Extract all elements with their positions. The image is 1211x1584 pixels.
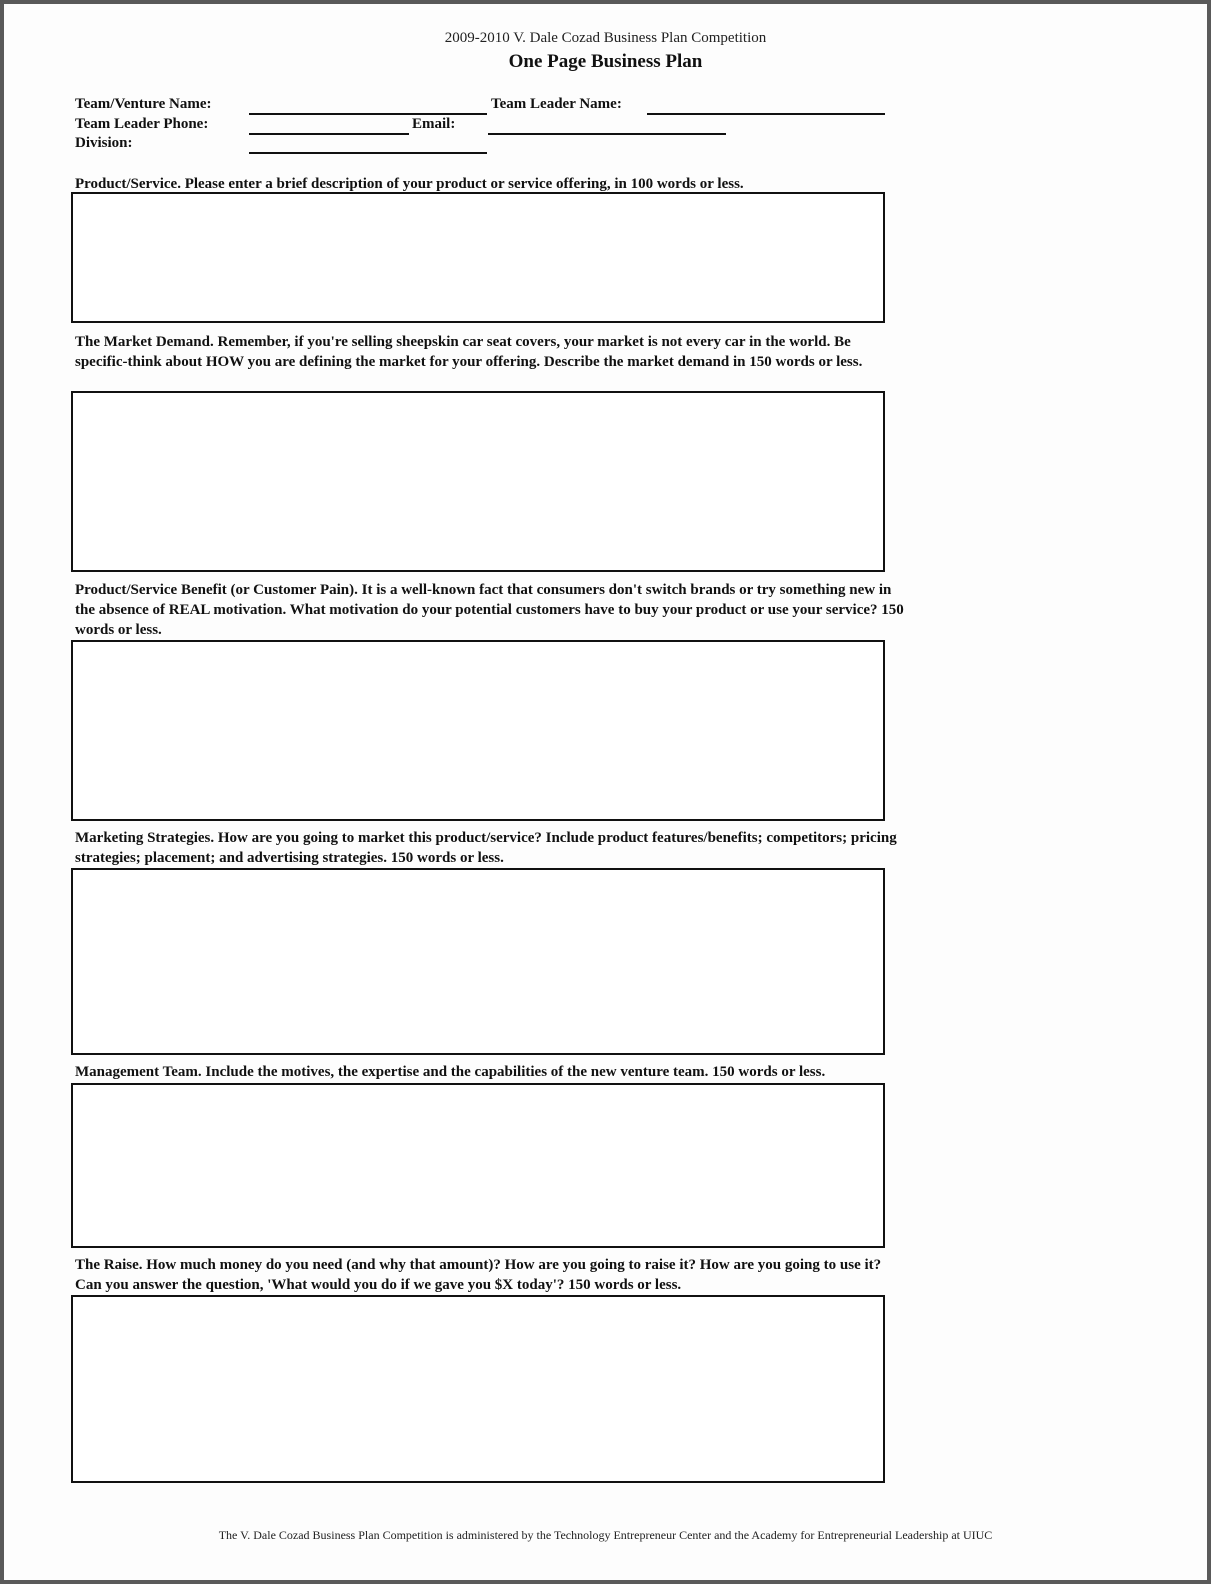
team-venture-name-field[interactable] (249, 113, 487, 115)
product-service-prompt: Product/Service. Please enter a brief description of your product or service offering, in 100 words or less. (75, 176, 744, 192)
marketing-strategies-textbox[interactable] (71, 868, 885, 1055)
product-benefit-prompt: Product/Service Benefit (or Customer Pain). It is a well-known fact that consumers don't switch brands or try something new in the absence of REAL motivation. What motivation do your potential customers have to buy your product or use your service? 150 words or less. (75, 582, 904, 638)
management-team-prompt: Management Team. Include the motives, the expertise and the capabilities of the new venture team. 150 words or less. (75, 1064, 826, 1080)
market-demand-textbox[interactable] (71, 391, 885, 572)
email-field[interactable] (488, 133, 726, 135)
team-venture-name-label: Team/Venture Name: (75, 96, 212, 112)
competition-heading: 2009-2010 V. Dale Cozad Business Plan Competition (444, 30, 767, 46)
management-team-textbox[interactable] (71, 1083, 885, 1248)
product-benefit-textbox[interactable] (71, 640, 885, 821)
marketing-strategies-prompt: Marketing Strategies. How are you going to market this product/service? Include product features/benefits; competitors; pricing strategies; placement; and advertising strategies. 150 words or less. (75, 830, 897, 866)
division-label: Division: (75, 135, 133, 151)
team-leader-name-label: Team Leader Name: (491, 96, 622, 112)
email-label: Email: (412, 116, 456, 132)
market-demand-prompt: The Market Demand. Remember, if you're selling sheepskin car seat covers, your market is not every car in the world. Be specific-think about HOW you are defining the market for your offering. Describe the market demand in 150 words or less. (75, 334, 863, 370)
the-raise-prompt: The Raise. How much money do you need (and why that amount)? How are you going to raise it? How are you going to use it? Can you answer the question, 'What would you do if we gave you $X today'? 150 words or less. (75, 1257, 882, 1293)
the-raise-textbox[interactable] (71, 1295, 885, 1483)
team-leader-name-field[interactable] (647, 113, 885, 115)
page-title: One Page Business Plan (508, 51, 703, 72)
team-leader-phone-field[interactable] (249, 133, 409, 135)
footer-note: The V. Dale Cozad Business Plan Competition is administered by the Technology Entrepreneur Center and the Academy for Entrepreneurial Leadership at UIUC (218, 1528, 993, 1542)
division-field[interactable] (249, 152, 487, 154)
product-service-textbox[interactable] (71, 192, 885, 323)
team-leader-phone-label: Team Leader Phone: (75, 116, 209, 132)
